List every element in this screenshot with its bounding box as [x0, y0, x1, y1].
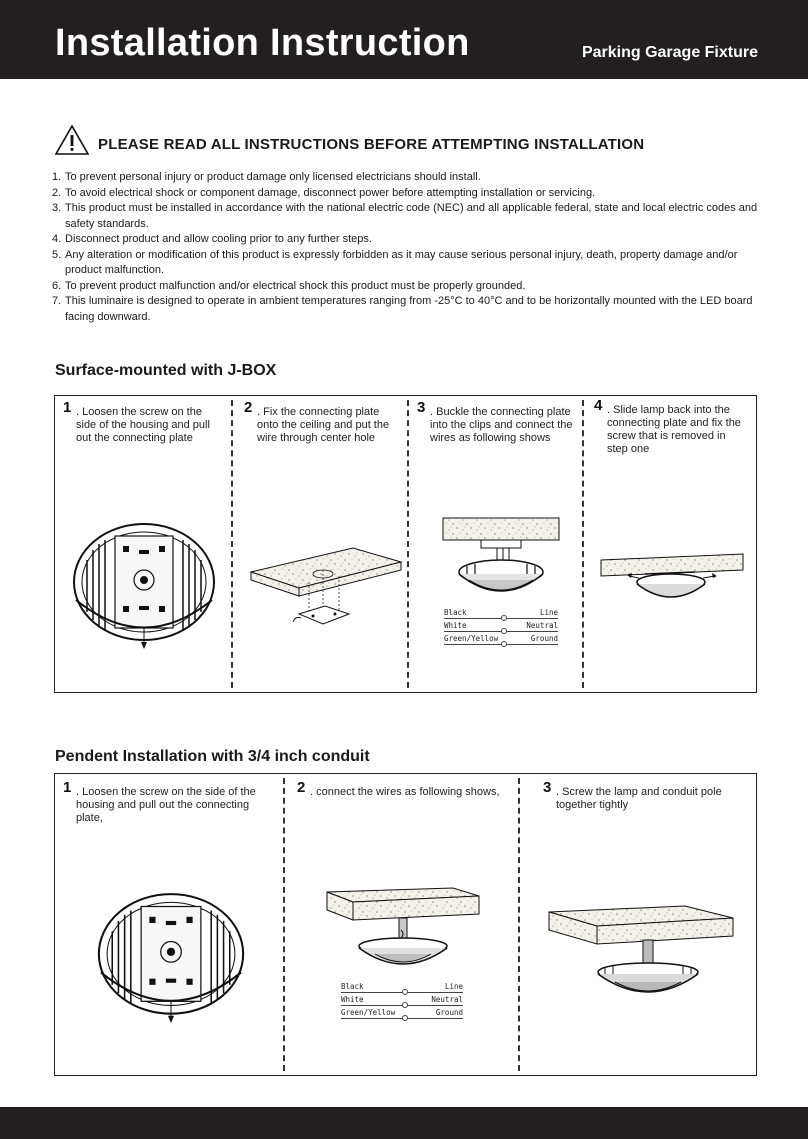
- product-name: Parking Garage Fixture: [581, 44, 758, 61]
- pendent-step-1: 1 . Loosen the screw on the side of the housing and pull out the connecting plate,: [63, 779, 256, 824]
- list-item: 6. To prevent product malfunction and/or electrical shock this product must be properly grounded.: [52, 279, 526, 292]
- pendent-step-3: 3 . Screw the lamp and conduit pole together tightly: [543, 779, 722, 811]
- step-divider: [283, 778, 285, 1071]
- conduit-mounted-illustration: [545, 902, 737, 1002]
- warning-title: PLEASE READ ALL INSTRUCTIONS BEFORE ATTEMPTING INSTALLATION: [98, 136, 645, 153]
- pendent-wiring-illustration: [323, 884, 483, 976]
- ceiling-plate-illustration: [249, 542, 403, 632]
- pendent-install-panel: [54, 773, 757, 1076]
- list-item: 5. Any alteration or modification of this product is expressly forbidden as it may cause serious personal injury, death, property damage and/or product malfunction.: [52, 248, 738, 276]
- fixture-back-illustration: [95, 890, 247, 1024]
- wire-row: Green/Yellow Ground: [341, 1008, 463, 1021]
- fixture-back-illustration: [71, 520, 217, 650]
- step-divider: [518, 778, 520, 1071]
- pendent-install-title: Pendent Installation with 3/4 inch conduit: [55, 748, 370, 765]
- header-bar: [0, 0, 808, 79]
- list-item: 1. To prevent personal injury or product damage only licensed electricians should install.: [52, 171, 481, 183]
- wire-row: Black Line: [444, 608, 558, 621]
- surface-step-4: 4 . Slide lamp back into the connecting plate and fix the screw that is removed in step one: [594, 397, 741, 455]
- wire-row: White Neutral: [341, 995, 463, 1008]
- pendent-step-2: 2 . connect the wires as following shows,: [297, 779, 500, 798]
- surface-mount-panel: [54, 395, 757, 693]
- surface-step-3: 3 . Buckle the connecting plate into the clips and connect the wires as following shows: [417, 399, 573, 444]
- step-divider: [231, 400, 233, 688]
- list-item: 7. This luminaire is designed to operate in ambient temperatures ranging from -25°C to 40°C and to be horizontally mounted with the LED board facing downward.: [52, 295, 753, 323]
- surface-step-2: 2 . Fix the connecting plate onto the ceiling and put the wire through center hole: [244, 399, 390, 444]
- list-item: 3. This product must be installed in accordance with the national electric code (NEC) and all applicable federal, state and local electric codes and safety standards.: [52, 202, 758, 230]
- wire-row: White Neutral: [444, 621, 558, 634]
- list-item: 4. Disconnect product and allow cooling prior to any further steps.: [52, 233, 372, 245]
- footer-bar: [0, 1107, 808, 1139]
- safety-rules-list: [52, 170, 768, 325]
- step-divider: [582, 400, 584, 688]
- fixture-mounted-illustration: [599, 552, 745, 612]
- wiring-legend: [444, 608, 558, 647]
- fixture-on-ceiling-illustration: [441, 516, 561, 604]
- step-divider: [407, 400, 409, 688]
- wire-row: Green/Yellow Ground: [444, 634, 558, 647]
- warning-heading: [54, 124, 754, 158]
- surface-mount-title: Surface-mounted with J-BOX: [55, 362, 277, 379]
- wire-row: Black Line: [341, 982, 463, 995]
- list-item: 2. To avoid electrical shock or component damage, disconnect power before attempting installation or servicing.: [52, 186, 596, 199]
- page-title: Installation Instruction: [55, 22, 470, 64]
- surface-step-1: 1 . Loosen the screw on the side of the housing and pull out the connecting plate: [63, 399, 210, 444]
- warning-triangle-icon: [54, 124, 90, 156]
- wiring-legend: [341, 982, 463, 1021]
